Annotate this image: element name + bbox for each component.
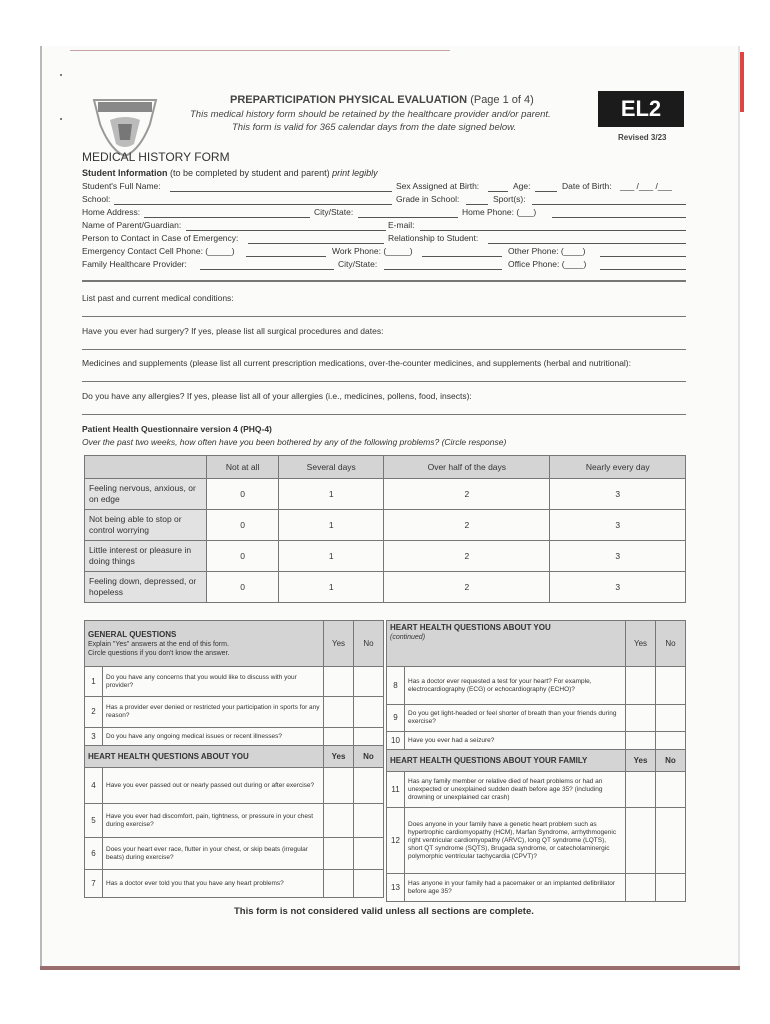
heart-header-row bbox=[85, 746, 384, 768]
city-state-field[interactable] bbox=[358, 217, 458, 218]
relationship-field[interactable] bbox=[488, 243, 686, 244]
association-logo-icon bbox=[90, 94, 160, 158]
yes-column-header: Yes bbox=[324, 746, 354, 768]
yes-answer-cell[interactable] bbox=[626, 772, 656, 808]
no-column-header: No bbox=[656, 750, 686, 772]
question-number: 1 bbox=[85, 667, 103, 697]
question-number: 7 bbox=[85, 870, 103, 898]
speck bbox=[60, 74, 62, 76]
allergies-field[interactable] bbox=[82, 414, 686, 415]
heart-continued-table bbox=[386, 620, 686, 902]
phq-option[interactable]: 0 bbox=[207, 510, 279, 541]
phq-column-header: Several days bbox=[279, 456, 384, 479]
general-questions-title: GENERAL QUESTIONS bbox=[88, 629, 177, 639]
page-edge bbox=[738, 46, 740, 970]
sex-field[interactable] bbox=[488, 191, 508, 192]
email-field[interactable] bbox=[420, 230, 686, 231]
phq-option[interactable]: 2 bbox=[384, 479, 550, 510]
no-answer-cell[interactable] bbox=[656, 705, 686, 732]
header-subtitle-valid: This form is valid for 365 calendar days from the date signed below. bbox=[232, 122, 517, 133]
yes-answer-cell[interactable] bbox=[626, 705, 656, 732]
yes-answer-cell[interactable] bbox=[324, 667, 354, 697]
table-row bbox=[85, 667, 384, 697]
table-row bbox=[85, 572, 686, 603]
phq-column-header: Over half of the days bbox=[384, 456, 550, 479]
question-text: Has a doctor ever told you that you have any heart problems? bbox=[103, 870, 324, 898]
no-column-header: No bbox=[354, 621, 384, 667]
general-header-cell bbox=[85, 621, 324, 667]
question-number: 5 bbox=[85, 804, 103, 838]
phq-option[interactable]: 3 bbox=[550, 572, 686, 603]
phq-corner-cell bbox=[85, 456, 207, 479]
school-field[interactable] bbox=[114, 204, 392, 205]
table-row bbox=[387, 732, 686, 750]
question-text: Do you have any ongoing medical issues or recent illnesses? bbox=[103, 728, 324, 746]
general-header-row bbox=[85, 621, 384, 667]
other-phone-field[interactable] bbox=[600, 256, 686, 257]
label-city-state: City/State: bbox=[314, 207, 354, 217]
age-field[interactable] bbox=[535, 191, 557, 192]
full-name-field[interactable] bbox=[170, 191, 392, 192]
phq-title: Patient Health Questionnaire version 4 (PHQ-4) bbox=[82, 424, 272, 434]
question-text: Have you ever passed out or nearly passed out during or after exercise? bbox=[103, 768, 324, 804]
phq-subtitle: Over the past two weeks, how often have you been bothered by any of the following problems? (Circle response) bbox=[82, 437, 507, 447]
yes-column-header: Yes bbox=[324, 621, 354, 667]
label-relationship: Relationship to Student: bbox=[388, 233, 479, 243]
question-text: Have you ever had a seizure? bbox=[405, 732, 626, 750]
heart-continued-title: HEART HEALTH QUESTIONS ABOUT YOU bbox=[390, 623, 551, 632]
label-sports: Sport(s): bbox=[493, 194, 526, 204]
parent-field[interactable] bbox=[186, 230, 386, 231]
question-text: Has anyone in your family had a pacemaker or an implanted defibrillator before age 35? bbox=[405, 874, 626, 902]
no-answer-cell[interactable] bbox=[354, 728, 384, 746]
label-email: E-mail: bbox=[388, 220, 415, 230]
no-answer-cell[interactable] bbox=[354, 768, 384, 804]
heart-continued-header-row bbox=[387, 621, 686, 667]
no-answer-cell[interactable] bbox=[354, 838, 384, 870]
medical-history-title: MEDICAL HISTORY FORM bbox=[82, 150, 230, 164]
no-answer-cell[interactable] bbox=[656, 772, 686, 808]
no-column-header: No bbox=[656, 621, 686, 667]
question-medical-conditions: List past and current medical conditions: bbox=[82, 293, 234, 303]
address-field[interactable] bbox=[144, 217, 310, 218]
phq-row-label: Feeling down, depressed, or hopeless bbox=[85, 572, 207, 603]
yes-answer-cell[interactable] bbox=[324, 870, 354, 898]
question-text: Has a doctor ever requested a test for your heart? For example, electrocardiography (ECG) or echocardiography (ECHO)? bbox=[405, 667, 626, 705]
question-medicines: Medicines and supplements (please list all current prescription medications, over-the-counter medicines, and supplements (herbal and nutritional): bbox=[82, 358, 632, 368]
label-dob: Date of Birth: bbox=[562, 181, 612, 191]
validity-footer: This form is not considered valid unless all sections are complete. bbox=[234, 906, 534, 917]
speck bbox=[60, 118, 62, 120]
question-number: 9 bbox=[387, 705, 405, 732]
yes-answer-cell[interactable] bbox=[626, 874, 656, 902]
heart-continued-header-cell bbox=[387, 621, 626, 667]
question-text: Do you get light-headed or feel shorter of breath than your friends during exercise? bbox=[405, 705, 626, 732]
table-row bbox=[85, 510, 686, 541]
table-row bbox=[85, 804, 384, 838]
surgery-field[interactable] bbox=[82, 349, 686, 350]
emergency-cell-field[interactable] bbox=[246, 256, 326, 257]
table-row bbox=[85, 541, 686, 572]
phq-option[interactable]: 1 bbox=[279, 479, 384, 510]
question-number: 8 bbox=[387, 667, 405, 705]
yes-answer-cell[interactable] bbox=[626, 808, 656, 874]
yes-answer-cell[interactable] bbox=[324, 697, 354, 728]
phq-row-label: Not being able to stop or control worrying bbox=[85, 510, 207, 541]
phq-option[interactable]: 3 bbox=[550, 510, 686, 541]
phq-option[interactable]: 2 bbox=[384, 541, 550, 572]
phq-option[interactable]: 1 bbox=[279, 572, 384, 603]
no-answer-cell[interactable] bbox=[354, 870, 384, 898]
label-full-name: Student's Full Name: bbox=[82, 181, 161, 191]
no-answer-cell[interactable] bbox=[656, 667, 686, 705]
city-state-2-field[interactable] bbox=[384, 269, 502, 270]
yes-answer-cell[interactable] bbox=[324, 838, 354, 870]
table-row bbox=[387, 808, 686, 874]
home-phone-field[interactable] bbox=[552, 217, 686, 218]
yes-column-header: Yes bbox=[626, 621, 656, 667]
family-questions-title: HEART HEALTH QUESTIONS ABOUT YOUR FAMILY bbox=[387, 750, 626, 772]
table-row bbox=[387, 772, 686, 808]
question-number: 3 bbox=[85, 728, 103, 746]
table-row bbox=[85, 768, 384, 804]
table-row bbox=[387, 705, 686, 732]
emergency-field[interactable] bbox=[248, 243, 384, 244]
section-divider bbox=[82, 280, 686, 282]
label-sex: Sex Assigned at Birth: bbox=[396, 181, 480, 191]
medicines-field[interactable] bbox=[82, 381, 686, 382]
question-allergies: Do you have any allergies? If yes, please list all of your allergies (i.e., medicines, pollens, food, insects): bbox=[82, 391, 472, 401]
question-number: 2 bbox=[85, 697, 103, 728]
yes-column-header: Yes bbox=[626, 750, 656, 772]
top-rule bbox=[70, 50, 450, 51]
question-number: 4 bbox=[85, 768, 103, 804]
phq-option[interactable]: 3 bbox=[550, 479, 686, 510]
bottom-edge-rule bbox=[40, 966, 740, 970]
grade-field[interactable] bbox=[466, 204, 488, 205]
phq-column-header: Nearly every day bbox=[550, 456, 686, 479]
work-phone-field[interactable] bbox=[422, 256, 502, 257]
phq-option[interactable]: 1 bbox=[279, 510, 384, 541]
provider-field[interactable] bbox=[200, 269, 334, 270]
red-edge-mark bbox=[740, 52, 744, 112]
form-header-title: PREPARTICIPATION PHYSICAL EVALUATION (Page 1 of 4) bbox=[230, 94, 534, 106]
phq-header-row bbox=[85, 456, 686, 479]
label-provider: Family Healthcare Provider: bbox=[82, 259, 187, 269]
label-parent: Name of Parent/Guardian: bbox=[82, 220, 182, 230]
question-number: 12 bbox=[387, 808, 405, 874]
question-number: 10 bbox=[387, 732, 405, 750]
yes-answer-cell[interactable] bbox=[626, 667, 656, 705]
label-emergency: Person to Contact in Case of Emergency: bbox=[82, 233, 239, 243]
label-office-phone: Office Phone: (____) bbox=[508, 259, 587, 269]
phq-row-label: Feeling nervous, anxious, or on edge bbox=[85, 479, 207, 510]
student-info-heading: Student Information (to be completed by student and parent) print legibly bbox=[82, 168, 378, 178]
phq-column-header: Not at all bbox=[207, 456, 279, 479]
yes-answer-cell[interactable] bbox=[324, 728, 354, 746]
general-note-circle: Circle questions if you don't know the answer. bbox=[88, 649, 230, 657]
table-row bbox=[85, 728, 384, 746]
phq-option[interactable]: 3 bbox=[550, 541, 686, 572]
question-text: Have you ever had discomfort, pain, tightness, or pressure in your chest during exercise? bbox=[103, 804, 324, 838]
family-header-row bbox=[387, 750, 686, 772]
phq-option[interactable]: 0 bbox=[207, 572, 279, 603]
label-age: Age: bbox=[513, 181, 531, 191]
label-address: Home Address: bbox=[82, 207, 141, 217]
general-questions-table bbox=[84, 620, 384, 898]
yes-answer-cell[interactable] bbox=[324, 768, 354, 804]
phq-table bbox=[84, 455, 686, 603]
form-code-badge: EL2 bbox=[598, 91, 684, 127]
question-text: Do you have any concerns that you would like to discuss with your provider? bbox=[103, 667, 324, 697]
question-surgery: Have you ever had surgery? If yes, please list all surgical procedures and dates: bbox=[82, 326, 384, 336]
label-home-phone: Home Phone: (___) bbox=[462, 207, 537, 217]
table-row bbox=[387, 874, 686, 902]
label-grade: Grade in School: bbox=[396, 194, 460, 204]
label-other-phone: Other Phone: (____) bbox=[508, 246, 586, 256]
general-note-explain: Explain "Yes" answers at the end of this form. bbox=[88, 640, 229, 648]
yes-answer-cell[interactable] bbox=[626, 732, 656, 750]
table-row bbox=[85, 697, 384, 728]
phq-option[interactable]: 0 bbox=[207, 541, 279, 572]
question-number: 13 bbox=[387, 874, 405, 902]
phq-option[interactable]: 2 bbox=[384, 572, 550, 603]
table-row bbox=[387, 667, 686, 705]
label-emergency-cell: Emergency Contact Cell Phone: (_____) bbox=[82, 246, 235, 256]
header-subtitle-retained: This medical history form should be retained by the healthcare provider and/or parent. bbox=[190, 109, 551, 120]
question-text: Does anyone in your family have a genetic heart problem such as hypertrophic cardiomyopathy (HCM), Marfan Syndrome, arrhythmogenic right ventricular cardiomyopathy (ARVC), long QT syndrome (LQTS), short QT syndrome (SQTS), Brugada syndrome, or catecholaminergic polymorphic ventricular tachycardia (CPVT)? bbox=[405, 808, 626, 874]
no-answer-cell[interactable] bbox=[354, 804, 384, 838]
table-row bbox=[85, 479, 686, 510]
phq-option[interactable]: 2 bbox=[384, 510, 550, 541]
dob-field[interactable]: ___ /___ /___ bbox=[620, 181, 672, 191]
yes-answer-cell[interactable] bbox=[324, 804, 354, 838]
label-school: School: bbox=[82, 194, 111, 204]
office-phone-field[interactable] bbox=[600, 269, 686, 270]
no-column-header: No bbox=[354, 746, 384, 768]
label-work-phone: Work Phone: (_____) bbox=[332, 246, 413, 256]
revision-date: Revised 3/23 bbox=[618, 133, 667, 142]
heart-questions-title: HEART HEALTH QUESTIONS ABOUT YOU bbox=[85, 746, 324, 768]
phq-option[interactable]: 0 bbox=[207, 479, 279, 510]
question-number: 11 bbox=[387, 772, 405, 808]
no-answer-cell[interactable] bbox=[656, 732, 686, 750]
no-answer-cell[interactable] bbox=[656, 808, 686, 874]
no-answer-cell[interactable] bbox=[354, 667, 384, 697]
phq-row-label: Little interest or pleasure in doing things bbox=[85, 541, 207, 572]
heart-continued-subtitle: (continued) bbox=[390, 634, 426, 641]
table-row bbox=[85, 838, 384, 870]
label-city-state-2: City/State: bbox=[338, 259, 378, 269]
no-answer-cell[interactable] bbox=[354, 697, 384, 728]
sports-field[interactable] bbox=[532, 204, 686, 205]
question-number: 6 bbox=[85, 838, 103, 870]
question-text: Does your heart ever race, flutter in your chest, or skip beats (irregular beats) during exercise? bbox=[103, 838, 324, 870]
medical-conditions-field[interactable] bbox=[82, 316, 686, 317]
no-answer-cell[interactable] bbox=[656, 874, 686, 902]
question-text: Has any family member or relative died of heart problems or had an unexpected or unexplained sudden death before age 35? (including drowning or unexplained car crash) bbox=[405, 772, 626, 808]
table-row bbox=[85, 870, 384, 898]
phq-option[interactable]: 1 bbox=[279, 541, 384, 572]
question-text: Has a provider ever denied or restricted your participation in sports for any reason? bbox=[103, 697, 324, 728]
